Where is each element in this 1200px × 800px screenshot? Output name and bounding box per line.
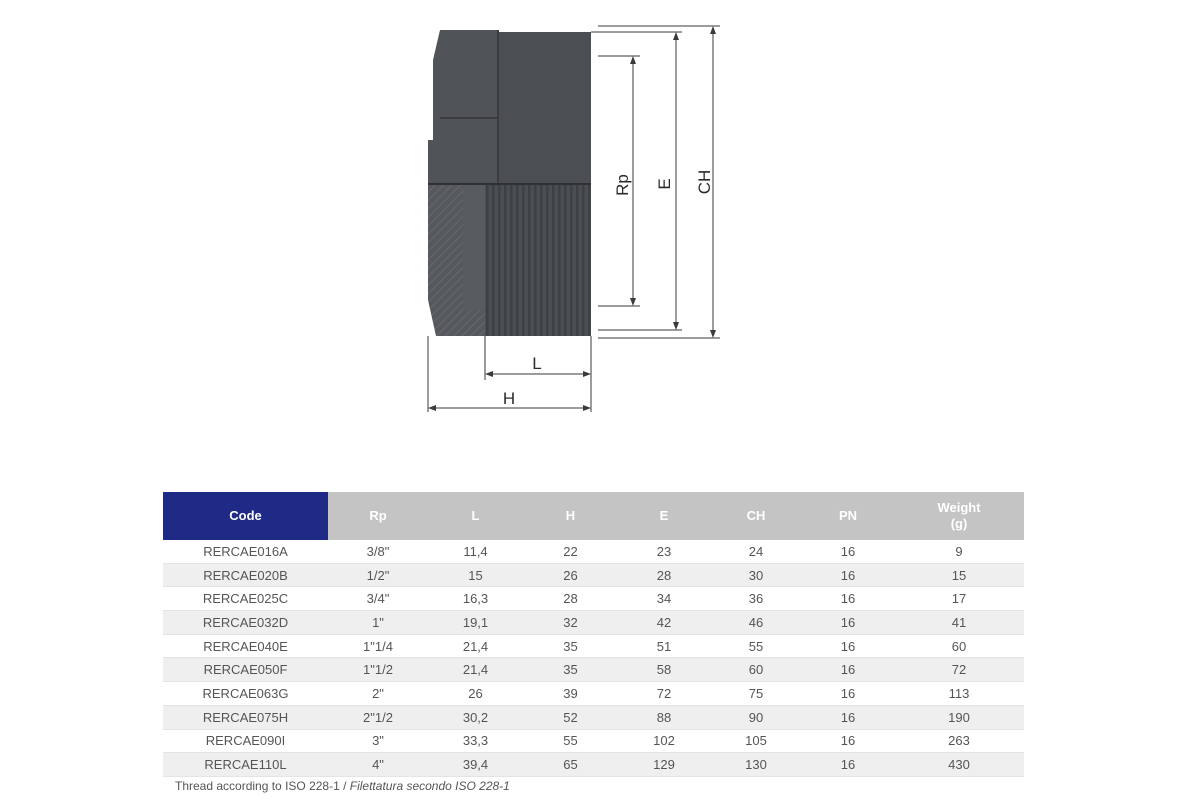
cell-pn: 16 [802, 634, 894, 658]
cell-h: 32 [523, 611, 618, 635]
cell-rp: 2" [328, 682, 428, 706]
cell-l: 30,2 [428, 705, 523, 729]
cell-weight: 430 [894, 753, 1024, 777]
cell-l: 11,4 [428, 540, 523, 563]
table-row [163, 705, 1024, 729]
dim-label-l: L [532, 354, 542, 373]
cell-rp: 3/4" [328, 587, 428, 611]
cell-ch: 130 [710, 753, 802, 777]
table-header-row [163, 492, 1024, 540]
table-row [163, 563, 1024, 587]
cell-code: RERCAE075H [163, 705, 328, 729]
dim-label-ch: CH [695, 169, 714, 195]
cell-ch: 75 [710, 682, 802, 706]
cell-l: 19,1 [428, 611, 523, 635]
cell-code: RERCAE016A [163, 540, 328, 563]
plug-outer-body [428, 30, 591, 184]
cell-h: 22 [523, 540, 618, 563]
footnote [175, 779, 510, 793]
cell-ch: 60 [710, 658, 802, 682]
table-row [163, 729, 1024, 753]
header-h: H [523, 492, 618, 540]
cell-e: 88 [618, 705, 710, 729]
cell-e: 72 [618, 682, 710, 706]
cell-e: 28 [618, 563, 710, 587]
footnote-text: Thread according to ISO 228-1 / [175, 779, 350, 793]
cell-ch: 55 [710, 634, 802, 658]
table-row [163, 753, 1024, 777]
cell-h: 26 [523, 563, 618, 587]
cell-l: 33,3 [428, 729, 523, 753]
cell-code: RERCAE040E [163, 634, 328, 658]
cell-code: RERCAE032D [163, 611, 328, 635]
cell-code: RERCAE050F [163, 658, 328, 682]
cell-l: 21,4 [428, 634, 523, 658]
cell-e: 129 [618, 753, 710, 777]
cell-pn: 16 [802, 682, 894, 706]
cell-code: RERCAE025C [163, 587, 328, 611]
table-row [163, 658, 1024, 682]
cell-pn: 16 [802, 540, 894, 563]
cell-h: 35 [523, 634, 618, 658]
cell-h: 52 [523, 705, 618, 729]
header-rp: Rp [328, 492, 428, 540]
cell-ch: 90 [710, 705, 802, 729]
header-l: L [428, 492, 523, 540]
cell-h: 35 [523, 658, 618, 682]
cell-h: 65 [523, 753, 618, 777]
cell-rp: 1"1/4 [328, 634, 428, 658]
cell-weight: 190 [894, 705, 1024, 729]
cell-pn: 16 [802, 587, 894, 611]
cell-rp: 1/2" [328, 563, 428, 587]
cell-ch: 36 [710, 587, 802, 611]
cell-h: 28 [523, 587, 618, 611]
cell-pn: 16 [802, 753, 894, 777]
header-e: E [618, 492, 710, 540]
header-weight: Weight (g) [894, 492, 1024, 540]
cell-pn: 16 [802, 611, 894, 635]
table-row [163, 682, 1024, 706]
specification-table [163, 492, 1024, 777]
cell-rp: 3/8" [328, 540, 428, 563]
cell-pn: 16 [802, 563, 894, 587]
cell-code: RERCAE020B [163, 563, 328, 587]
cell-e: 51 [618, 634, 710, 658]
cell-pn: 16 [802, 658, 894, 682]
cell-rp: 2"1/2 [328, 705, 428, 729]
table-row [163, 611, 1024, 635]
cell-code: RERCAE063G [163, 682, 328, 706]
cell-weight: 263 [894, 729, 1024, 753]
footnote-italic: Filettatura secondo ISO 228-1 [349, 779, 510, 793]
table-row [163, 634, 1024, 658]
cell-weight: 113 [894, 682, 1024, 706]
cell-h: 55 [523, 729, 618, 753]
cell-rp: 1" [328, 611, 428, 635]
dim-label-e: E [655, 178, 674, 190]
cell-rp: 4" [328, 753, 428, 777]
cell-code: RERCAE110L [163, 753, 328, 777]
cell-h: 39 [523, 682, 618, 706]
cell-pn: 16 [802, 729, 894, 753]
cell-l: 39,4 [428, 753, 523, 777]
plug-section-view [428, 184, 591, 336]
cell-weight: 41 [894, 611, 1024, 635]
header-pn: PN [802, 492, 894, 540]
cell-weight: 15 [894, 563, 1024, 587]
cell-weight: 9 [894, 540, 1024, 563]
cell-weight: 72 [894, 658, 1024, 682]
cell-code: RERCAE090I [163, 729, 328, 753]
table-row [163, 587, 1024, 611]
cell-e: 58 [618, 658, 710, 682]
cell-l: 16,3 [428, 587, 523, 611]
cell-e: 34 [618, 587, 710, 611]
dim-label-h: H [502, 389, 516, 408]
cell-ch: 105 [710, 729, 802, 753]
table-row [163, 540, 1024, 563]
cell-e: 42 [618, 611, 710, 635]
cell-l: 21,4 [428, 658, 523, 682]
cell-e: 23 [618, 540, 710, 563]
cell-l: 26 [428, 682, 523, 706]
cell-ch: 46 [710, 611, 802, 635]
cell-e: 102 [618, 729, 710, 753]
cell-ch: 30 [710, 563, 802, 587]
cell-rp: 3" [328, 729, 428, 753]
cell-l: 15 [428, 563, 523, 587]
cell-pn: 16 [802, 705, 894, 729]
header-ch: CH [710, 492, 802, 540]
cell-ch: 24 [710, 540, 802, 563]
dim-label-rp: Rp [613, 174, 632, 196]
header-code: Code [163, 492, 328, 540]
cell-rp: 1"1/2 [328, 658, 428, 682]
cell-weight: 17 [894, 587, 1024, 611]
cell-weight: 60 [894, 634, 1024, 658]
